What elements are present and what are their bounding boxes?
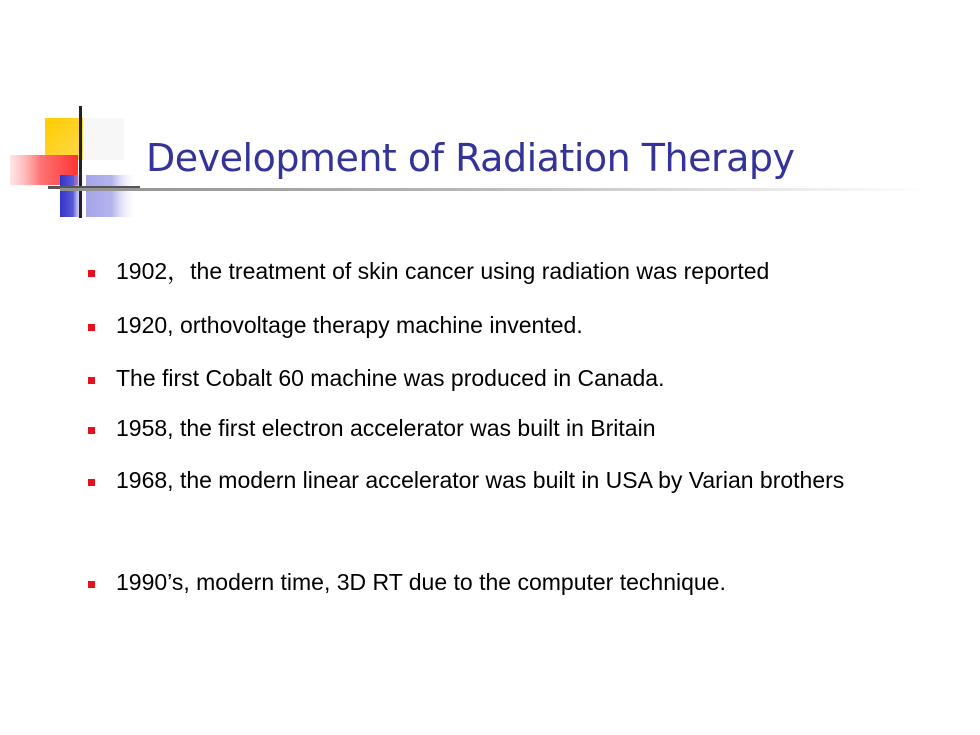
bullet-square-icon [88, 427, 95, 434]
bullet-text: 1902，the treatment of skin cancer using radiation was reported [116, 258, 770, 284]
bullet-text: 1958, the first electron accelerator was built in Britain [116, 415, 656, 441]
bullet-text: 1968, the modern linear accelerator was built in USA by Varian brothers [116, 467, 845, 493]
bullet-text: 1920, orthovoltage therapy machine invented. [116, 312, 583, 338]
bullet-text: The first Cobalt 60 machine was produced in Canada. [116, 365, 665, 391]
slide-title: Development of Radiation Therapy [146, 136, 795, 180]
bullet-square-icon [88, 324, 95, 331]
bullet-square-icon [88, 377, 95, 384]
bullet-square-icon [88, 581, 95, 588]
bullet-square-icon [88, 479, 95, 486]
bullet-square-icon [88, 270, 95, 277]
bullet-text: 1990’s, modern time, 3D RT due to the computer technique. [116, 569, 726, 595]
